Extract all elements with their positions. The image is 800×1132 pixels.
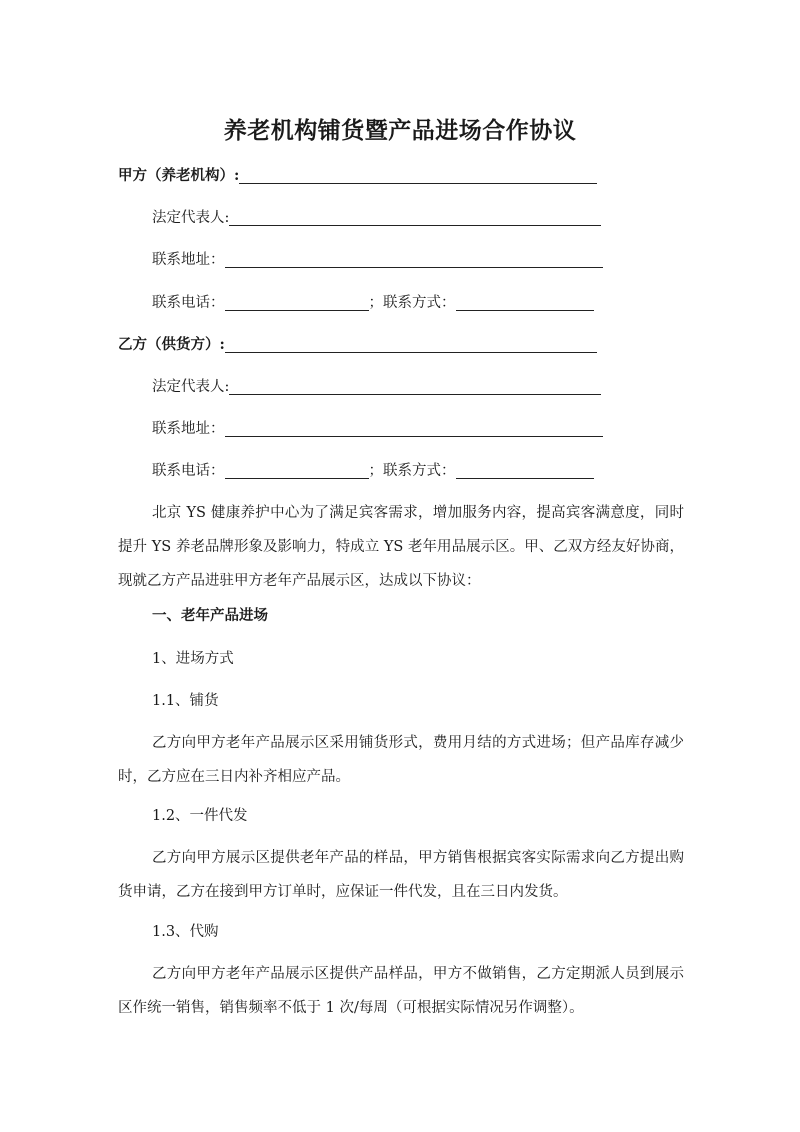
paragraph-1-2: 乙方向甲方展示区提供老年产品的样品，甲方销售根据宾客实际需求向乙方提出购货申请，乙方在接到甲方订单时，应保证一件代发，且在三日内发货。	[118, 850, 684, 900]
party-b-phone-field	[152, 461, 594, 481]
party-b-address-label: 联系地址：	[152, 421, 225, 437]
subsection-1-heading: 1、进场方式	[152, 651, 234, 667]
party-a-label: 甲方（养老机构）:	[118, 167, 240, 184]
party-a-phone-label: 联系电话：	[152, 295, 225, 311]
party-a-legal-rep-field	[152, 208, 601, 228]
party-b-legal-rep-blank[interactable]	[229, 378, 601, 395]
intro-paragraph: 北京 YS 健康养护中心为了满足宾客需求，增加服务内容，提高宾客满意度，同时提升 YS 养老品牌形象及影响力，特成立 YS 老年用品展示区。甲、乙双方经友好协商，现就乙方产品进驻甲方老年产品展示区，达成以下协议：	[118, 505, 684, 589]
paragraph-1-3: 乙方向甲方老年产品展示区提供产品样品，甲方不做销售，乙方定期派人员到展示区作统一销售，销售频率不低于 1 次/每周（可根据实际情况另作调整）。	[118, 966, 684, 1016]
party-b-blank[interactable]	[225, 336, 597, 353]
party-b-contact-label: ；联系方式：	[368, 463, 456, 479]
party-a-contact-blank[interactable]	[456, 294, 594, 311]
party-a-address-field	[152, 250, 603, 270]
party-b-address-blank[interactable]	[225, 420, 603, 437]
party-a-address-blank[interactable]	[225, 251, 603, 268]
party-a-phone-blank[interactable]	[225, 294, 369, 311]
subsection-1-1-heading: 1.1、铺货	[152, 693, 219, 709]
section-1-heading: 一、老年产品进场	[152, 607, 268, 624]
party-b-contact-blank[interactable]	[456, 462, 594, 479]
party-b-phone-blank[interactable]	[225, 462, 369, 479]
document-title: 养老机构铺货暨产品进场合作协议	[223, 117, 577, 144]
party-a-address-label: 联系地址：	[152, 252, 225, 268]
paragraph-1-1: 乙方向甲方老年产品展示区采用铺货形式，费用月结的方式进场；但产品库存减少时，乙方应在三日内补齐相应产品。	[118, 735, 684, 785]
party-a-field	[118, 166, 597, 186]
party-b-legal-rep-field	[152, 377, 601, 397]
party-a-blank[interactable]	[239, 167, 597, 184]
party-b-label: 乙方（供货方）:	[118, 336, 225, 353]
party-a-contact-label: ；联系方式：	[368, 295, 456, 311]
party-a-legal-rep-blank[interactable]	[229, 209, 601, 226]
party-b-field	[118, 335, 597, 355]
party-a-phone-field	[152, 293, 594, 313]
party-a-legal-rep-label: 法定代表人:	[152, 210, 230, 226]
party-b-phone-label: 联系电话：	[152, 463, 225, 479]
party-b-legal-rep-label: 法定代表人:	[152, 379, 230, 395]
subsection-1-2-heading: 1.2、一件代发	[152, 808, 248, 824]
subsection-1-3-heading: 1.3、代购	[152, 924, 219, 940]
party-b-address-field	[152, 419, 603, 439]
